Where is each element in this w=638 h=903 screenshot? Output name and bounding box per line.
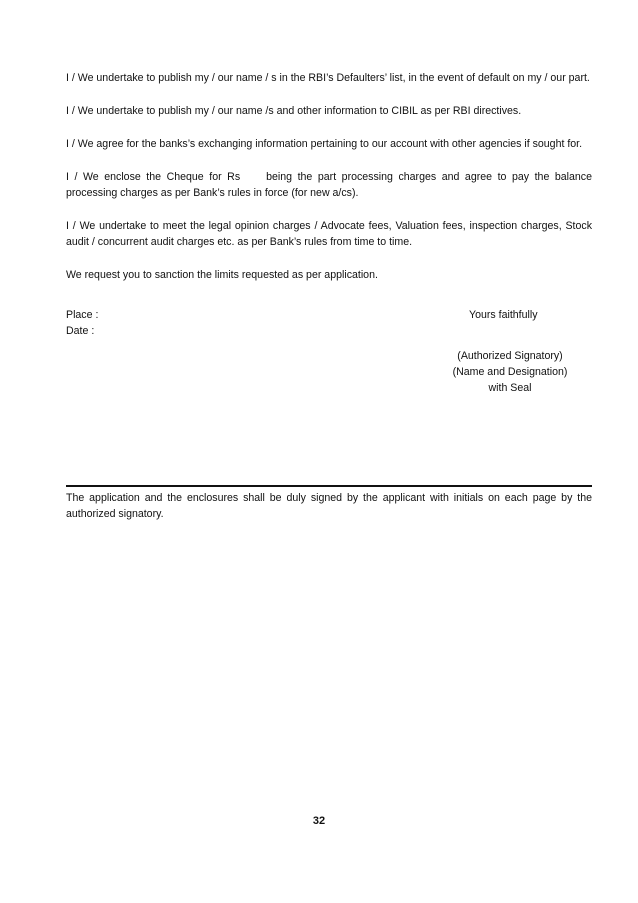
paragraph-information-exchange: I / We agree for the banks’s exchanging information pertaining to our account with other agencies if sought for.	[66, 138, 583, 150]
date-label: Date :	[66, 325, 95, 337]
paragraph-legal-charges: I / We undertake to meet the legal opinion charges / Advocate fees, Valuation fees, inspection charges, Stock audit / concurrent audit charges etc. as per Bank’s rules from time to time.	[66, 220, 592, 248]
authorized-signatory-label: (Authorized Signatory)	[457, 350, 563, 362]
seal-label: with Seal	[488, 382, 532, 394]
page-number: 32	[312, 815, 326, 827]
cheque-text-start: I / We enclose the Cheque for Rs	[66, 171, 241, 183]
signature-block	[440, 348, 580, 396]
footer-note: The application and the enclosures shall be duly signed by the applicant with initials on each page by the authorized signatory.	[66, 492, 592, 520]
declaration-body	[66, 70, 592, 300]
name-designation-label: (Name and Designation)	[452, 366, 568, 378]
cheque-text-end: being the part processing charges and agree to pay the balance processing charges as per Bank’s rules in force (for new a/cs).	[66, 171, 592, 199]
place-label: Place :	[66, 309, 99, 321]
horizontal-divider	[66, 485, 592, 487]
paragraph-cheque	[66, 169, 592, 201]
paragraph-sanction-request: We request you to sanction the limits requested as per application.	[66, 269, 378, 281]
closing-yours-faithfully: Yours faithfully	[469, 309, 538, 321]
paragraph-cibil: I / We undertake to publish my / our name /s and other information to CIBIL as per RBI directives.	[66, 105, 522, 117]
paragraph-defaulters-list: I / We undertake to publish my / our name / s in the RBI’s Defaulters’ list, in the event of default on my / our part.	[66, 72, 590, 84]
